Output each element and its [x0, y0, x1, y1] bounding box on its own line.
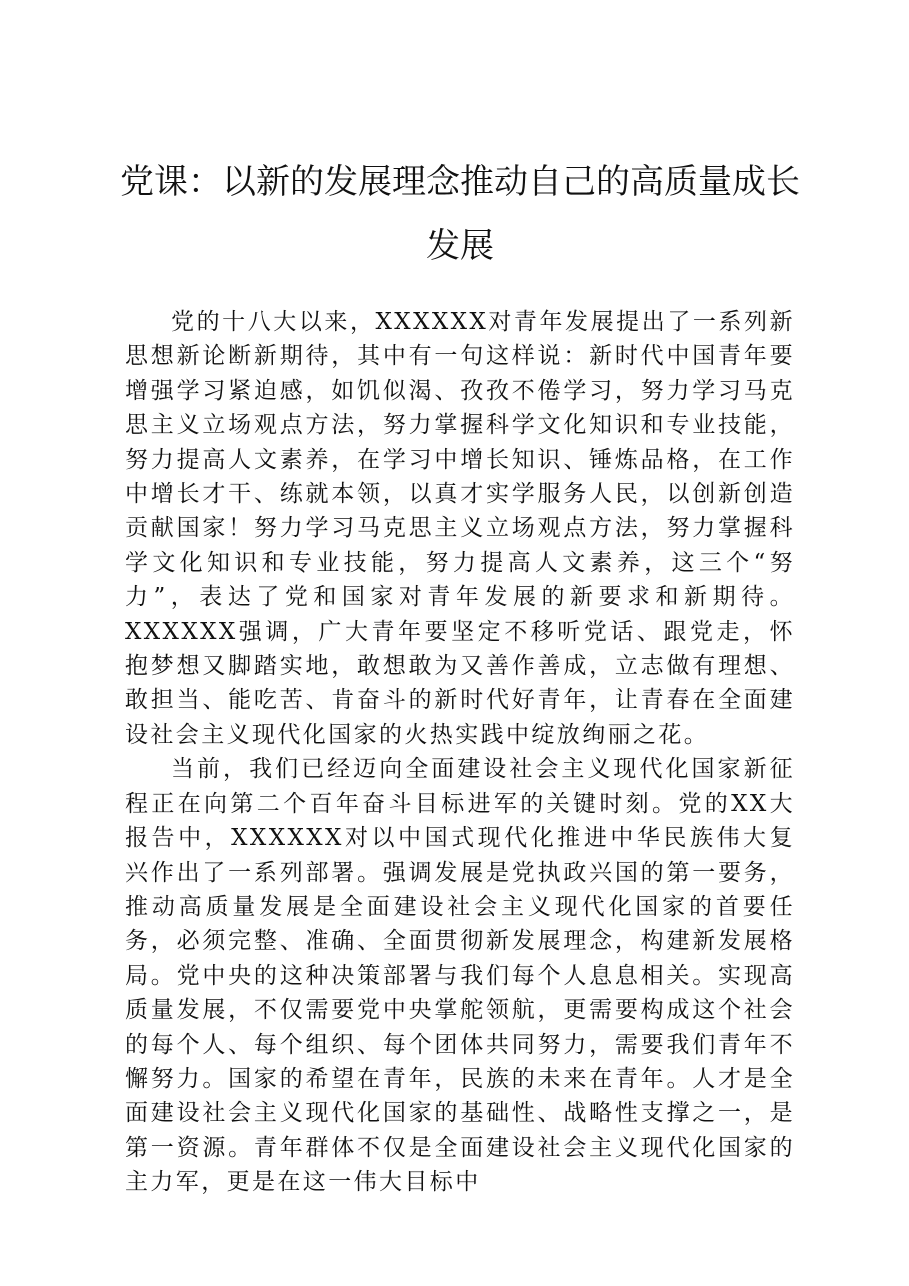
- paragraph-2: 当前，我们已经迈向全面建设社会主义现代化国家新征程正在向第二个百年奋斗目标进军的关键时刻。党的XX大报告中，XXXXXX对以中国式现代化推进中华民族伟大复兴作出了一系列部署。强调发展是党执政兴国的第一要务，推动高质量发展是全面建设社会主义现代化国家的首要任务，必须完整、准确、全面贯彻新发展理念，构建新发展格局。党中央的这种决策部署与我们每个人息息相关。实现高质量发展，不仅需要党中央掌舵领航，更需要构成这个社会的每个人、每个组织、每个团体共同努力，需要我们青年不懈努力。国家的希望在青年，民族的未来在青年。人才是全面建设社会主义现代化国家的基础性、战略性支撑之一，是第一资源。青年群体不仅是全面建设社会主义现代化国家的主力军，更是在这一伟大目标中: [125, 756, 795, 1196]
- document-body: [125, 305, 795, 1200]
- paragraph-1: 党的十八大以来，XXXXXX对青年发展提出了一系列新思想新论断新期待，其中有一句这样说：新时代中国青年要增强学习紧迫感，如饥似渴、孜孜不倦学习，努力学习马克思主义立场观点方法，努力掌握科学文化知识和专业技能，努力提高人文素养，在学习中增长知识、锤炼品格，在工作中增长才干、练就本领，以真才实学服务人民，以创新创造贡献国家！努力学习马克思主义立场观点方法，努力掌握科学文化知识和专业技能，努力提高人文素养，这三个“努力”，表达了党和国家对青年发展的新要求和新期待。XXXXXX强调，广大青年要坚定不移听党话、跟党走，怀抱梦想又脚踏实地，敢想敢为又善作善成，立志做有理想、敢担当、能吃苦、肯奋斗的新时代好青年，让青春在全面建设社会主义现代化国家的火热实践中绽放绚丽之花。: [125, 309, 795, 748]
- title-line-1: 党课：以新的发展理念推动自己的高质量成长: [120, 162, 800, 202]
- document-title: [110, 150, 810, 278]
- title-line-2: 发展: [426, 226, 494, 266]
